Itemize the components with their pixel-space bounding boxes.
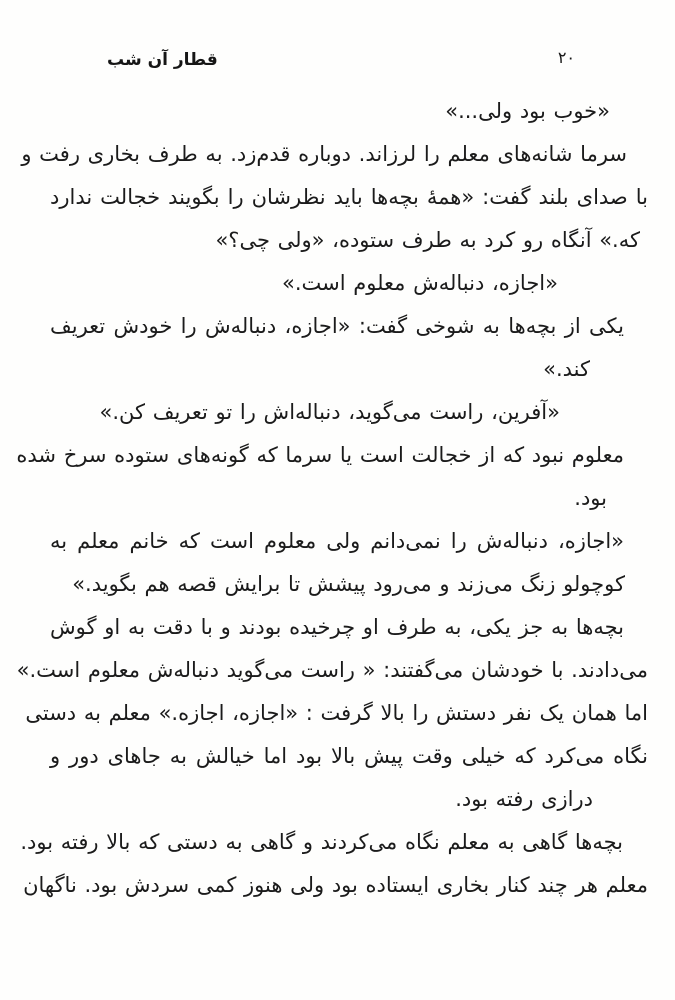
text-line: درازی رفته بود. (455, 787, 593, 811)
text-line: معلوم نبود که از خجالت است یا سرما که گونه‌های ستوده سرخ شده (16, 443, 624, 467)
body-text (16, 90, 648, 907)
page-number: ۲۰ (557, 48, 575, 67)
text-line: که.» آنگاه رو کرد به طرف ستوده، «ولی چی؟» (215, 228, 640, 252)
text-line: بچه‌ها به جز یکی، به طرف او چرخیده بودند و با دقت به او گوش (50, 615, 624, 639)
page-header (0, 46, 675, 76)
text-line: یکی از بچه‌ها به شوخی گفت: «اجازه، دنباله‌ش را خودش تعریف (50, 314, 624, 338)
text-line: «اجازه، دنباله‌ش را نمی‌دانم ولی معلوم است که خانم معلم به (50, 529, 624, 553)
text-line: می‌دادند. با خودشان می‌گفتند: « راست می‌گوید دنباله‌ش معلوم است.» (16, 658, 648, 682)
text-line: کند.» (543, 357, 590, 381)
running-title: قطار آن شب (107, 50, 218, 70)
text-line: بود. (574, 486, 607, 510)
text-line: سرما شانه‌های معلم را لرزاند. دوباره قدم‌زد. به طرف بخاری رفت و (21, 142, 627, 166)
text-line: «خوب بود ولی...» (445, 99, 610, 123)
text-line: «اجازه، دنباله‌ش معلوم است.» (282, 271, 558, 295)
text-line: «آفرین، راست می‌گوید، دنباله‌اش را تو تعریف کن.» (99, 400, 560, 424)
text-line: معلم هر چند کنار بخاری ایستاده بود ولی هنوز کمی سردش بود. ناگهان (23, 873, 648, 897)
text-line: بچه‌ها گاهی به معلم نگاه می‌کردند و گاهی به دستی که بالا رفته بود. (20, 830, 623, 854)
text-line: اما همان یک نفر دستش را بالا گرفت : «اجازه، اجازه.» معلم به دستی (25, 701, 648, 725)
text-line: کوچولو زنگ می‌زند و می‌رود پیشش تا برایش قصه هم بگوید.» (72, 572, 625, 596)
text-line: با صدای بلند گفت: «همهٔ بچه‌ها باید نظرشان را بگویند خجالت ندارد (50, 185, 648, 209)
text-line: نگاه می‌کرد که خیلی وقت پیش بالا بود اما خیالش به جاهای دور و (50, 744, 648, 768)
